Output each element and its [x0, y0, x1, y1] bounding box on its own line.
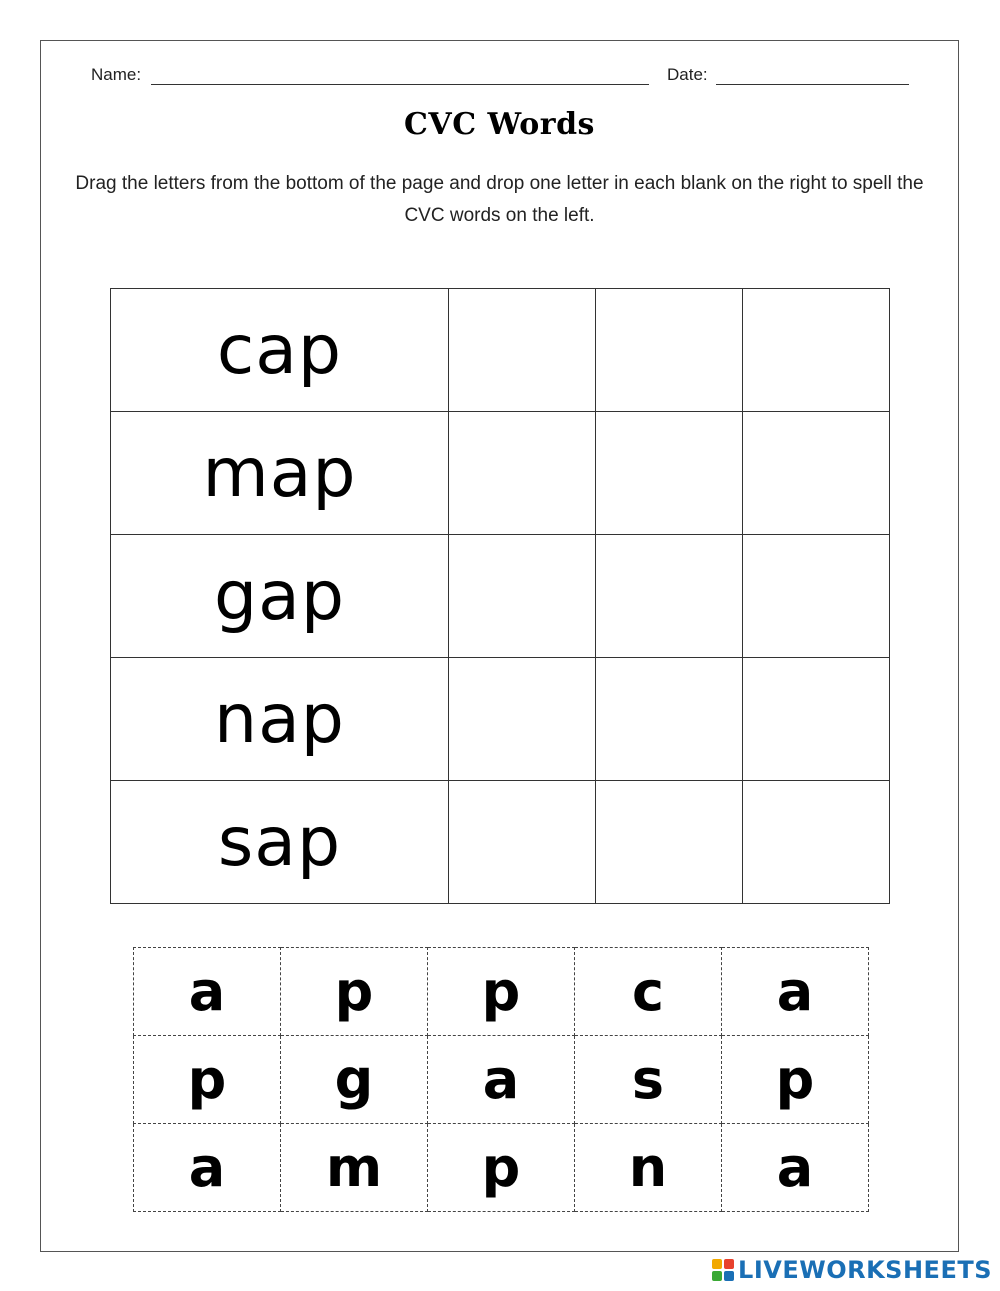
liveworksheets-logo [712, 1255, 992, 1285]
drop-blank[interactable] [449, 535, 596, 658]
word-row [111, 535, 890, 658]
name-field[interactable] [151, 84, 649, 85]
drop-blank[interactable] [743, 535, 890, 658]
letter-row [134, 1124, 869, 1212]
draggable-letter[interactable]: p [428, 948, 575, 1036]
page-title: CVC Words [404, 107, 595, 142]
draggable-letter[interactable]: n [575, 1124, 722, 1212]
word-cell: sap [111, 781, 449, 904]
word-row [111, 412, 890, 535]
drop-blank[interactable] [743, 289, 890, 412]
brand-text: LIVEWORKSHEETS [738, 1256, 992, 1284]
drop-blank[interactable] [596, 781, 743, 904]
draggable-letter[interactable]: s [575, 1036, 722, 1124]
name-label: Name: [91, 65, 142, 84]
drop-blank[interactable] [449, 289, 596, 412]
word-cell: map [111, 412, 449, 535]
liveworksheets-icon [712, 1259, 734, 1281]
drop-blank[interactable] [596, 412, 743, 535]
instructions: Drag the letters from the bottom of the page and drop one letter in each blank on the right to spell the CVC words on the left. [75, 173, 924, 226]
draggable-letter[interactable]: a [134, 1124, 281, 1212]
draggable-letter[interactable]: a [722, 1124, 869, 1212]
draggable-letter[interactable]: p [134, 1036, 281, 1124]
drop-blank[interactable] [743, 781, 890, 904]
word-cell: cap [111, 289, 449, 412]
word-cell: gap [111, 535, 449, 658]
drop-blank[interactable] [449, 658, 596, 781]
draggable-letter[interactable]: p [722, 1036, 869, 1124]
letter-row [134, 1036, 869, 1124]
word-cell: nap [111, 658, 449, 781]
header-row [91, 65, 910, 89]
draggable-letter[interactable]: g [281, 1036, 428, 1124]
letter-row [134, 948, 869, 1036]
drop-blank[interactable] [743, 658, 890, 781]
worksheet-page [40, 40, 959, 1252]
word-row [111, 289, 890, 412]
drop-blank[interactable] [596, 535, 743, 658]
drop-blank[interactable] [449, 781, 596, 904]
date-field[interactable] [716, 84, 909, 85]
drop-blank[interactable] [596, 289, 743, 412]
letter-bank [133, 947, 869, 1212]
date-label: Date: [667, 65, 708, 84]
word-row [111, 781, 890, 904]
draggable-letter[interactable]: p [281, 948, 428, 1036]
draggable-letter[interactable]: p [428, 1124, 575, 1212]
draggable-letter[interactable]: a [722, 948, 869, 1036]
word-row [111, 658, 890, 781]
drop-blank[interactable] [449, 412, 596, 535]
draggable-letter[interactable]: a [134, 948, 281, 1036]
drop-blank[interactable] [596, 658, 743, 781]
draggable-letter[interactable]: c [575, 948, 722, 1036]
draggable-letter[interactable]: m [281, 1124, 428, 1212]
draggable-letter[interactable]: a [428, 1036, 575, 1124]
word-table [110, 288, 890, 904]
drop-blank[interactable] [743, 412, 890, 535]
